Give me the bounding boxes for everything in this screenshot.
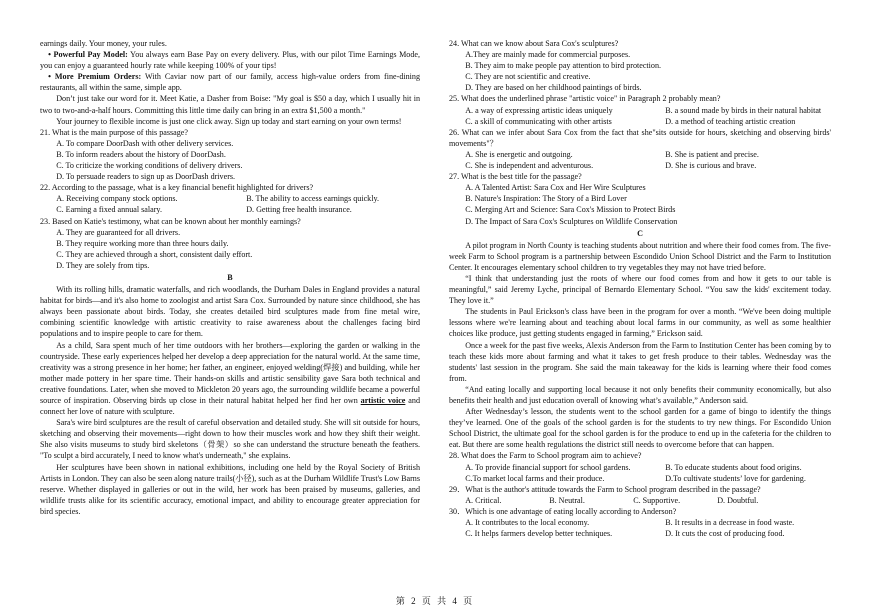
q24-option-c: C. They are not scientific and creative. (465, 72, 591, 82)
question-28: 28. What does the Farm to School program aim to achieve? (449, 451, 642, 461)
passage-c-paragraph-5: “And eating locally and supporting local because it not only benefits their community economically, but also benefits their health and just education overall of knowing what’s available,” Anderson said. (449, 384, 831, 405)
passage-b-paragraph-1: With its rolling hills, dramatic waterfalls, and rich woodlands, the Durham Dales in England provides a natural habitat for birds—and it's also home to zoologist and artist Sara Cox. Surrounded by nature since childhood, she has always been passionate about birds. Today, she creates detailed bird sculptures made from fine metal wire, combining scientific knowledge with artistic creativity to raise awareness about the challenges facing bird populations and to inspire people to care for them. (40, 285, 420, 339)
q25-option-a: A. a way of expressing artistic ideas uniquely (465, 105, 613, 115)
question-26: 26. What can we infer about Sara Cox from the fact that she"sits outside for hours, sketching and observing birds' movements"？ (449, 127, 831, 148)
passage-b-paragraph-2 (40, 340, 420, 418)
q26-options-row-1 (449, 149, 831, 160)
paragraph-journey: Your journey to flexible income is just one click away. Sign up today and start earning on your own terms! (56, 116, 402, 126)
q24-option-b: B. They aim to make people pay attention to bird protection. (465, 61, 662, 71)
q28-options-row-1 (449, 462, 831, 473)
q30-option-a: A. It contributes to the local economy. (465, 518, 590, 528)
q21-option-b: B. To inform readers about the history of DoorDash. (56, 149, 226, 159)
pb2-text-before: As a child, Sara spent much of her time outdoors with her brothers—exploring the garden or walking in the countryside. These early experiences helped her develop a deep appreciation for the natural world. At the same time, creativity was a strong presence in her home; her father, an engineer, enjoyed welding(焊接) and building, while her mother made pottery in her spare time. Their hands-on skills and artistic sensibility gave Sara both technical and creative foundations. Later, when she moved to Mickleton 20 years ago, the surrounding wildlife became a powerful source of inspiration. Observing birds up close in their natural habitat helped her find her own (40, 340, 420, 405)
q28-option-b: B. To educate students about food origins. (665, 462, 802, 472)
bullet-premium-orders-head: • More Premium Orders: (48, 72, 142, 82)
q28-option-a: A. To provide financial support for school gardens. (465, 462, 631, 472)
q22-options-row-2 (40, 204, 420, 215)
q28-option-c: C.To market local farms and their produce. (465, 473, 605, 483)
q30-option-c: C. It helps farmers develop better techniques. (465, 529, 613, 539)
bullet-pay-model-head: • Powerful Pay Model: (48, 50, 128, 60)
q30-options-row-2 (449, 528, 831, 539)
passage-c-paragraph-3: The students in Paul Erickson's class have been in the program for over a month. “We've been doing multiple lessons where we're learning about and teaching about local farms in our community, as well as some healthier choices like produce, just getting students engaged in farming,” Erickson said. (449, 307, 831, 339)
q26-option-a: A. She is energetic and outgoing. (465, 149, 573, 159)
q29-option-b: B. Neutral. (549, 495, 585, 505)
page-footer: 第 2 页 共 4 页 (395, 596, 475, 606)
q26-option-d: D. She is curious and brave. (665, 161, 757, 171)
pb2-text-after: and connect her love of nature with sculpture. (40, 396, 420, 417)
q21-option-d: D. To persuade readers to sign up as DoorDash drivers. (56, 172, 236, 182)
question-25: 25. What does the underlined phrase "artistic voice" in Paragraph 2 probably mean? (449, 94, 721, 104)
passage-b-paragraph-3: Sara's wire bird sculptures are the result of careful observation and detailed study. She will sit outside for hours, sketching and observing their movements—right down to how their muscles work and how they shift their weight. She also visits museums to study bird skeletons（骨架）so she can understand the structure beneath the feathers. "To sculpt a bird accurately, I need to know what's underneath," she explains. (40, 418, 420, 461)
q27-option-c: C. Merging Art and Science: Sara Cox's Mission to Protect Birds (465, 205, 676, 215)
q26-option-b: B. She is patient and precise. (665, 149, 759, 159)
q29-option-a: A. Critical. (465, 495, 502, 505)
q28-options-row-2 (449, 473, 831, 484)
q21-option-a: A. To compare DoorDash with other delivery services. (56, 138, 234, 148)
q22-option-a: A. Receiving company stock options. (56, 194, 178, 204)
q25-option-c: C. a skill of communicating with other artists (465, 116, 612, 126)
q27-option-a: A. A Talented Artist: Sara Cox and Her Wire Sculptures (465, 183, 646, 193)
q29-option-c: C. Supportive. (633, 495, 681, 505)
q23-option-a: A. They are guaranteed for all drivers. (56, 227, 181, 237)
section-c-heading: C (637, 228, 643, 238)
q22-options-row-1 (40, 193, 420, 204)
passage-c-paragraph-1: A pilot program in North County is teaching students about nutrition and where their food comes from. The five-week Farm to School program is a partnership between Escondido Union School District and the Farm to Institution Center. It encourages elementary school children to try vegetables they may not have tried before. (449, 240, 831, 272)
question-29: 29．What is the author's attitude towards the Farm to School program described in the passage? (449, 484, 761, 494)
question-21: 21. What is the main purpose of this passage? (40, 127, 188, 137)
q22-option-d: D. Getting free health insurance. (246, 205, 352, 215)
q29-options-row (449, 495, 831, 506)
bullet-premium-orders-text: With Caviar now part of our family, access high-value orders from fine-dining restaurants, all within the same, simple app. (40, 72, 421, 93)
q22-option-b: B. The ability to access earnings quickly. (246, 194, 380, 204)
question-24: 24. What can we know about Sara Cox's sculptures? (449, 39, 619, 48)
q29-option-d: D. Doubtful. (717, 495, 759, 505)
passage-c-paragraph-4: Once a week for the past five weeks, Alexis Anderson from the Farm to Institution Center has been coming by to teach these kids more about farming and what it takes to get fresh produce to their tables. Wednesday was the students' last session in the program. She said the main takeaway for the kids is learning where their food comes from. (449, 340, 831, 383)
bullet-premium-orders (40, 71, 420, 93)
q26-options-row-2 (449, 160, 831, 171)
q28-option-d: D.To cultivate students’ love for gardening. (665, 473, 806, 483)
question-23: 23. Based on Katie's testimony, what can be known about her monthly earnings? (40, 216, 301, 226)
q30-option-b: B. It results in a decrease in food waste. (665, 518, 795, 528)
passage-b-paragraph-4: Her sculptures have been shown in national exhibitions, including one held by the Royal Society of British Artists in London. They can also be seen along nature trails(小径), such as at the Durham Wildlife Trust's Low Barns reserve. Whether displayed in galleries or out in the wild, her work has been praised by museums, galleries, and wildlife trusts alike for its scientific accuracy, emotional impact, and ability to encourage greater appreciation for bird species. (40, 462, 420, 516)
bullet-pay-model (40, 49, 420, 71)
passage-c-paragraph-2: “I think that understanding just the roots of where our food comes from and how it gets to our table is meaningful,” said Jeremy Lyche, principal of Bernardo Elementary School. “You saw the kids' excitement today. They love it.” (449, 273, 831, 306)
q24-option-a: A.They are mainly made for commercial purposes. (465, 50, 631, 60)
q21-option-c: C. To criticize the working conditions of delivery drivers. (56, 161, 243, 171)
q23-option-d: D. They are solely from tips. (56, 260, 150, 270)
q25-options-row-1 (449, 105, 831, 116)
q27-option-b: B. Nature's Inspiration: The Story of a Bird Lover (465, 194, 627, 204)
question-30: 30．Which is one advantage of eating locally according to Anderson? (449, 506, 677, 516)
q24-option-d: D. They are based on her childhood paintings of birds. (465, 83, 642, 93)
bullet-pay-model-text: You always earn Base Pay on every delivery. Plus, with our pilot Time Earnings Mode, you can enjoy a guaranteed hourly rate while keeping 100% of your tips! (40, 50, 420, 71)
q26-option-c: C. She is independent and adventurous. (465, 161, 594, 171)
paragraph-katie: Don’t just take our word for it. Meet Katie, a Dasher from Boise: "My goal is $50 a day, which I usually hit in two to two-and-a-half hours. Committing this little time daily can bring in an extra $1,500 a month." (40, 94, 420, 115)
q30-options-row-1 (449, 517, 831, 528)
right-column (449, 38, 831, 539)
q23-option-b: B. They require working more than three hours daily. (56, 238, 229, 248)
q22-option-c: C. Earning a fixed annual salary. (56, 205, 162, 215)
q25-option-b: B. a sound made by birds in their natural habitat (665, 105, 822, 115)
left-column (40, 38, 420, 517)
passage-a-continuation: earnings daily. Your money, your rules. (40, 39, 167, 48)
q27-option-d: D. The Impact of Sara Cox's Sculptures on Wildlife Conservation (465, 216, 678, 226)
question-22: 22. According to the passage, what is a key financial benefit highlighted for drivers? (40, 183, 314, 193)
q25-option-d: D. a method of teaching artistic creation (665, 116, 796, 126)
q25-options-row-2 (449, 116, 831, 127)
q23-option-c: C. They are achieved through a short, consistent daily effort. (56, 249, 253, 259)
underlined-artistic-voice: artistic voice (360, 396, 406, 405)
question-27: 27. What is the best title for the passage? (449, 172, 582, 182)
q30-option-d: D. It cuts the cost of producing food. (665, 529, 785, 539)
section-b-heading: B (227, 272, 233, 282)
passage-c-paragraph-6: After Wednesday’s lesson, the students went to the school garden for a game of bingo to identify the things they’ve learned. One of the goals of the school garden is for the students to try new things. For Escondido Union School District, the ultimate goal for the school garden is for the produce to end up in the cafeteria for the children to eat. But there are some health regulations the district still needs to overcome before that can happen. (449, 407, 831, 450)
